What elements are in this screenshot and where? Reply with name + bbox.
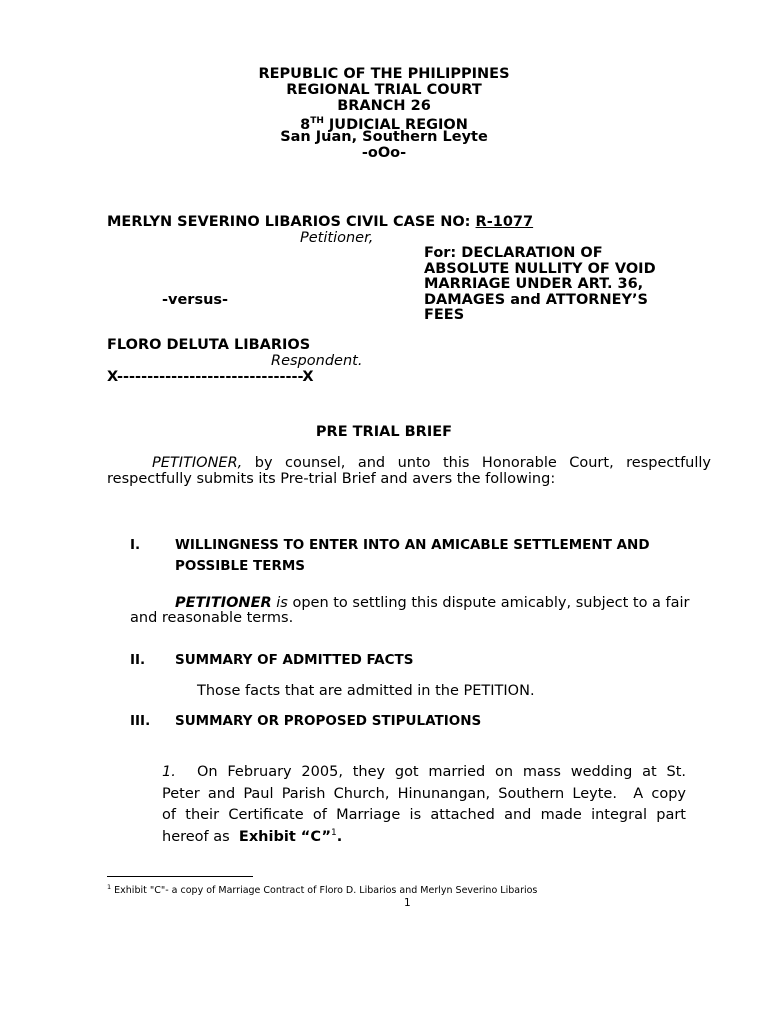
section-3-title: SUMMARY OR PROPOSED STIPULATIONS [175,713,482,729]
document-title: PRE TRIAL BRIEF [315,424,453,440]
court-header-ooo: -oOo- [361,145,407,161]
section-3-number: III. [130,713,151,729]
court-header-rtc: REGIONAL TRIAL COURT [286,82,482,98]
court-header-location: San Juan, Southern Leyte [280,129,488,145]
court-header-branch: BRANCH 26 [337,98,431,114]
item-1-line2: Peter and Paul Parish Church, Hinunangan, Southern Leyte. A copy [162,786,686,802]
case-number: R-1077 [475,214,534,230]
item-1-number: 1. [162,764,176,780]
petitioner-name: MERLYN SEVERINO LIBARIOS CIVIL CASE NO: R-1077 [107,214,534,230]
page-number: 1 [404,897,411,909]
item-1-line3: of their Certificate of Marriage is attached and made integral part [162,807,686,823]
footnote-separator [107,876,253,877]
court-header-republic: REPUBLIC OF THE PHILIPPINES [258,66,510,82]
versus-label: -versus- [162,292,229,308]
section-1-body-line1: PETITIONER is open to settling this dispute amicably, subject to a fair [175,595,690,611]
section-1-title-line2: POSSIBLE TERMS [175,558,306,574]
intro-line1: PETITIONER, by counsel, and unto this Honorable Court, respectfully [152,455,711,471]
respondent-name: FLORO DELUTA LIBARIOS [107,337,311,353]
respondent-role: Respondent. [271,353,363,369]
exhibit-c-reference: Exhibit “C” [238,828,332,845]
intro-line2: respectfully submits its Pre-trial Brief and avers the following: [107,471,556,487]
section-2-body: Those facts that are admitted in the PETITION. [197,683,535,699]
section-1-number: I. [130,537,141,553]
section-1-title-line1: WILLINGNESS TO ENTER INTO AN AMICABLE SETTLEMENT AND [175,537,650,553]
item-1-line1: On February 2005, they got married on mass wedding at St. [197,764,686,780]
petitioner-role: Petitioner, [300,230,374,246]
footnote-text: $^1$ Exhibit "C"- a copy of Marriage Contract of Floro D. Libarios and Merlyn Severino Libarios [107,883,538,897]
section-2-title: SUMMARY OF ADMITTED FACTS [175,652,414,668]
section-1-body-line2: and reasonable terms. [130,610,294,626]
court-header-region: 8TH JUDICIAL REGION [300,116,468,133]
case-nature: For: DECLARATION OF ABSOLUTE NULLITY OF VOID MARRIAGE UNDER ART. 36, DAMAGES and ATTORNEY’S FEES [424,245,656,323]
section-2-number: II. [130,652,146,668]
caption-separator: X-------------------------------X [107,369,314,385]
item-1-line4: hereof as Exhibit “C”$^1$. [162,828,343,845]
